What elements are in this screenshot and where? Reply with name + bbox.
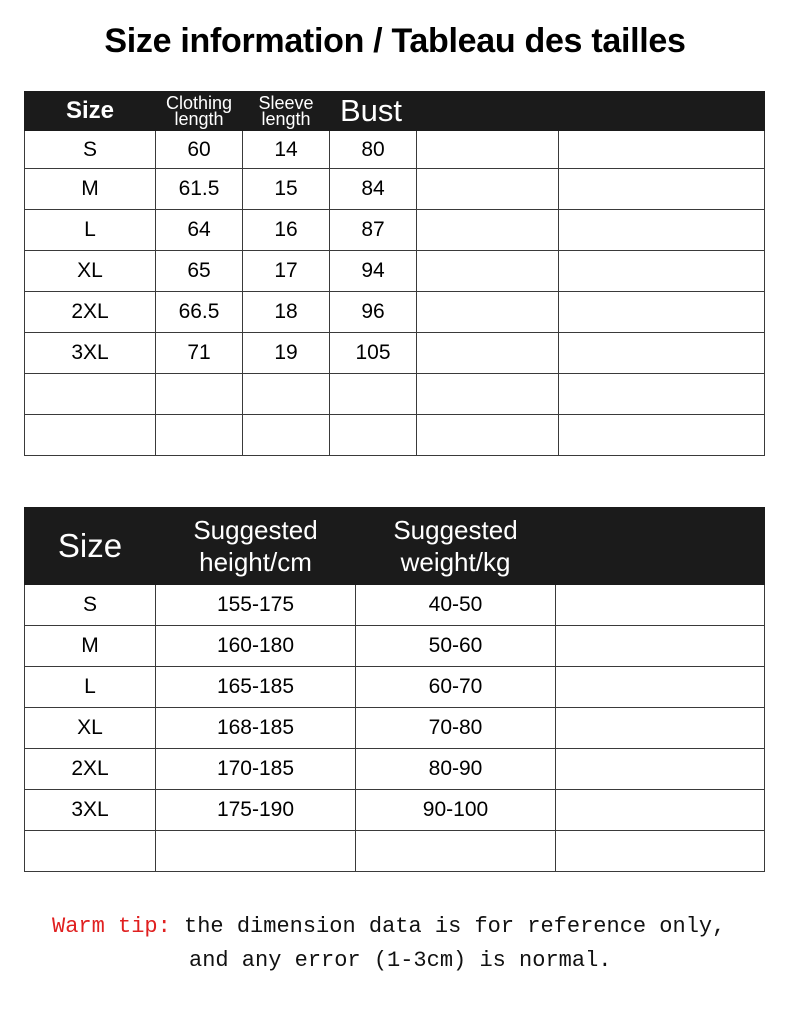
cell-bust: 84 (330, 169, 417, 210)
cell-height: 175-190 (156, 790, 356, 831)
cell-empty (556, 626, 765, 667)
cell-sleeve-length: 19 (243, 333, 330, 374)
suggestion-table-header (25, 508, 765, 585)
cell-empty (556, 585, 765, 626)
header-suggested-weight (356, 508, 556, 585)
header-clothing-line1: Clothing (165, 93, 233, 113)
cell-clothing-length: 61.5 (156, 169, 243, 210)
cell-empty (559, 131, 765, 169)
cell-height: 168-185 (156, 708, 356, 749)
cell-size: XL (25, 708, 156, 749)
table-row (25, 790, 765, 831)
cell-bust: 94 (330, 251, 417, 292)
table-row-empty (25, 415, 765, 456)
table-row (25, 667, 765, 708)
cell-bust: 96 (330, 292, 417, 333)
cell-empty (417, 251, 559, 292)
cell-bust: 80 (330, 131, 417, 169)
header-clothing-length (156, 92, 243, 131)
header-bust: Bust (330, 92, 417, 131)
size-table (24, 91, 765, 456)
cell-weight: 50-60 (356, 626, 556, 667)
header-size: Size (25, 92, 156, 131)
cell-weight: 70-80 (356, 708, 556, 749)
cell-empty (556, 790, 765, 831)
header-weight-line2: weight/kg (400, 547, 511, 577)
cell-weight: 90-100 (356, 790, 556, 831)
table-row (25, 333, 765, 374)
table-row (25, 169, 765, 210)
header-weight-line1: Suggested (393, 515, 518, 545)
cell-size: S (25, 585, 156, 626)
table-row (25, 251, 765, 292)
cell-clothing-length: 60 (156, 131, 243, 169)
cell-size: 3XL (25, 790, 156, 831)
header-size: Size (25, 508, 156, 585)
cell-height: 170-185 (156, 749, 356, 790)
cell-sleeve-length: 17 (243, 251, 330, 292)
warm-tip-line2: and any error (1-3cm) is normal. (189, 948, 612, 973)
cell-weight: 80-90 (356, 749, 556, 790)
cell-empty (556, 749, 765, 790)
cell-empty (559, 169, 765, 210)
cell-size: XL (25, 251, 156, 292)
table-row (25, 708, 765, 749)
cell-empty (556, 708, 765, 749)
cell-size: M (25, 169, 156, 210)
table-row (25, 749, 765, 790)
cell-weight: 60-70 (356, 667, 556, 708)
cell-empty (417, 292, 559, 333)
cell-empty (417, 169, 559, 210)
warm-tip (52, 910, 772, 978)
cell-empty (417, 131, 559, 169)
table-row (25, 292, 765, 333)
cell-sleeve-length: 16 (243, 210, 330, 251)
cell-sleeve-length: 15 (243, 169, 330, 210)
warm-tip-label: Warm tip: (52, 914, 171, 939)
cell-size: 2XL (25, 749, 156, 790)
cell-size: 3XL (25, 333, 156, 374)
table-row-empty (25, 374, 765, 415)
header-height-line2: height/cm (199, 547, 312, 577)
cell-empty (559, 333, 765, 374)
cell-empty (559, 292, 765, 333)
cell-size: L (25, 210, 156, 251)
cell-size: L (25, 667, 156, 708)
suggestion-table (24, 507, 765, 872)
cell-size: S (25, 131, 156, 169)
header-empty (559, 92, 765, 131)
cell-clothing-length: 65 (156, 251, 243, 292)
cell-clothing-length: 66.5 (156, 292, 243, 333)
warm-tip-line1: the dimension data is for reference only, (170, 914, 726, 939)
cell-height: 165-185 (156, 667, 356, 708)
header-sleeve-line2: length (261, 109, 311, 129)
header-height-line1: Suggested (193, 515, 318, 545)
cell-empty (556, 667, 765, 708)
cell-height: 155-175 (156, 585, 356, 626)
cell-empty (559, 210, 765, 251)
cell-height: 160-180 (156, 626, 356, 667)
header-empty (417, 92, 559, 131)
table-row-empty (25, 831, 765, 872)
cell-weight: 40-50 (356, 585, 556, 626)
table-row (25, 210, 765, 251)
page-title: Size information / Tableau des tailles (104, 22, 686, 60)
cell-bust: 105 (330, 333, 417, 374)
header-sleeve-line1: Sleeve (258, 93, 314, 113)
cell-clothing-length: 64 (156, 210, 243, 251)
size-table-header (25, 92, 765, 131)
cell-size: 2XL (25, 292, 156, 333)
cell-empty (417, 333, 559, 374)
header-clothing-line2: length (174, 109, 224, 129)
table-row (25, 131, 765, 169)
cell-sleeve-length: 14 (243, 131, 330, 169)
cell-bust: 87 (330, 210, 417, 251)
header-suggested-height (156, 508, 356, 585)
cell-empty (559, 251, 765, 292)
cell-clothing-length: 71 (156, 333, 243, 374)
cell-size: M (25, 626, 156, 667)
cell-sleeve-length: 18 (243, 292, 330, 333)
header-sleeve-length (243, 92, 330, 131)
header-empty (556, 508, 765, 585)
table-row (25, 626, 765, 667)
cell-empty (417, 210, 559, 251)
table-row (25, 585, 765, 626)
